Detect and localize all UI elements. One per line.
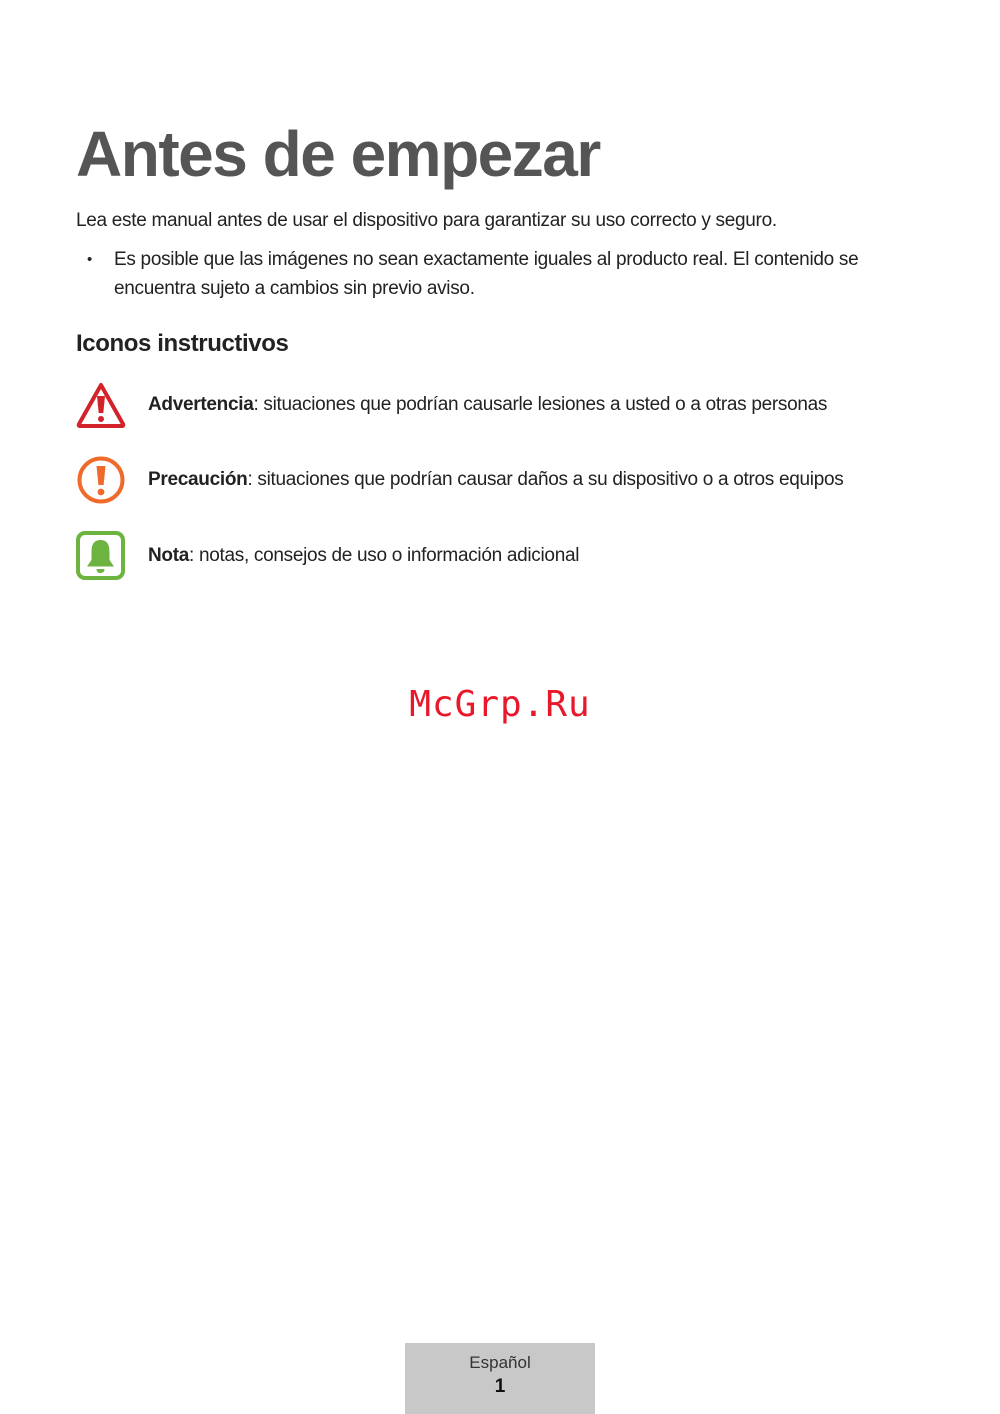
list-item bbox=[76, 245, 926, 303]
caution-term: Precaución bbox=[148, 469, 248, 490]
caution-text: : situaciones que podrían causar daños a su dispositivo o a otros equipos bbox=[247, 469, 844, 490]
icon-row-warning bbox=[76, 380, 956, 430]
list-item-text: Es posible que las imágenes no sean exactamente iguales al producto real. El contenido se encuentra sujeto a cambios sin previo aviso. bbox=[114, 249, 859, 299]
note-bell-icon bbox=[76, 531, 126, 581]
warning-description bbox=[148, 380, 827, 430]
section-heading: Iconos instructivos bbox=[76, 330, 289, 357]
note-term: Nota bbox=[148, 545, 190, 566]
note-text: : notas, consejos de uso o información adicional bbox=[189, 545, 580, 566]
caution-description bbox=[148, 455, 843, 505]
warning-triangle-icon bbox=[76, 380, 126, 430]
notice-list bbox=[76, 245, 926, 303]
watermark: McGrp.Ru bbox=[409, 684, 591, 725]
footer-language: Español bbox=[469, 1353, 531, 1372]
warning-term: Advertencia bbox=[148, 394, 254, 415]
intro-paragraph: Lea este manual antes de usar el dispositivo para garantizar su uso correcto y seguro. bbox=[76, 210, 777, 231]
caution-circle-icon bbox=[76, 455, 126, 505]
icon-row-note bbox=[76, 531, 956, 581]
bullet-icon: • bbox=[87, 251, 92, 268]
note-description bbox=[148, 531, 579, 581]
icon-row-caution bbox=[76, 455, 956, 505]
page-number: 1 bbox=[494, 1376, 506, 1397]
page-footer bbox=[405, 1343, 595, 1414]
page-title: Antes de empezar bbox=[76, 118, 600, 190]
warning-text: : situaciones que podrían causarle lesiones a usted o a otras personas bbox=[253, 394, 828, 415]
